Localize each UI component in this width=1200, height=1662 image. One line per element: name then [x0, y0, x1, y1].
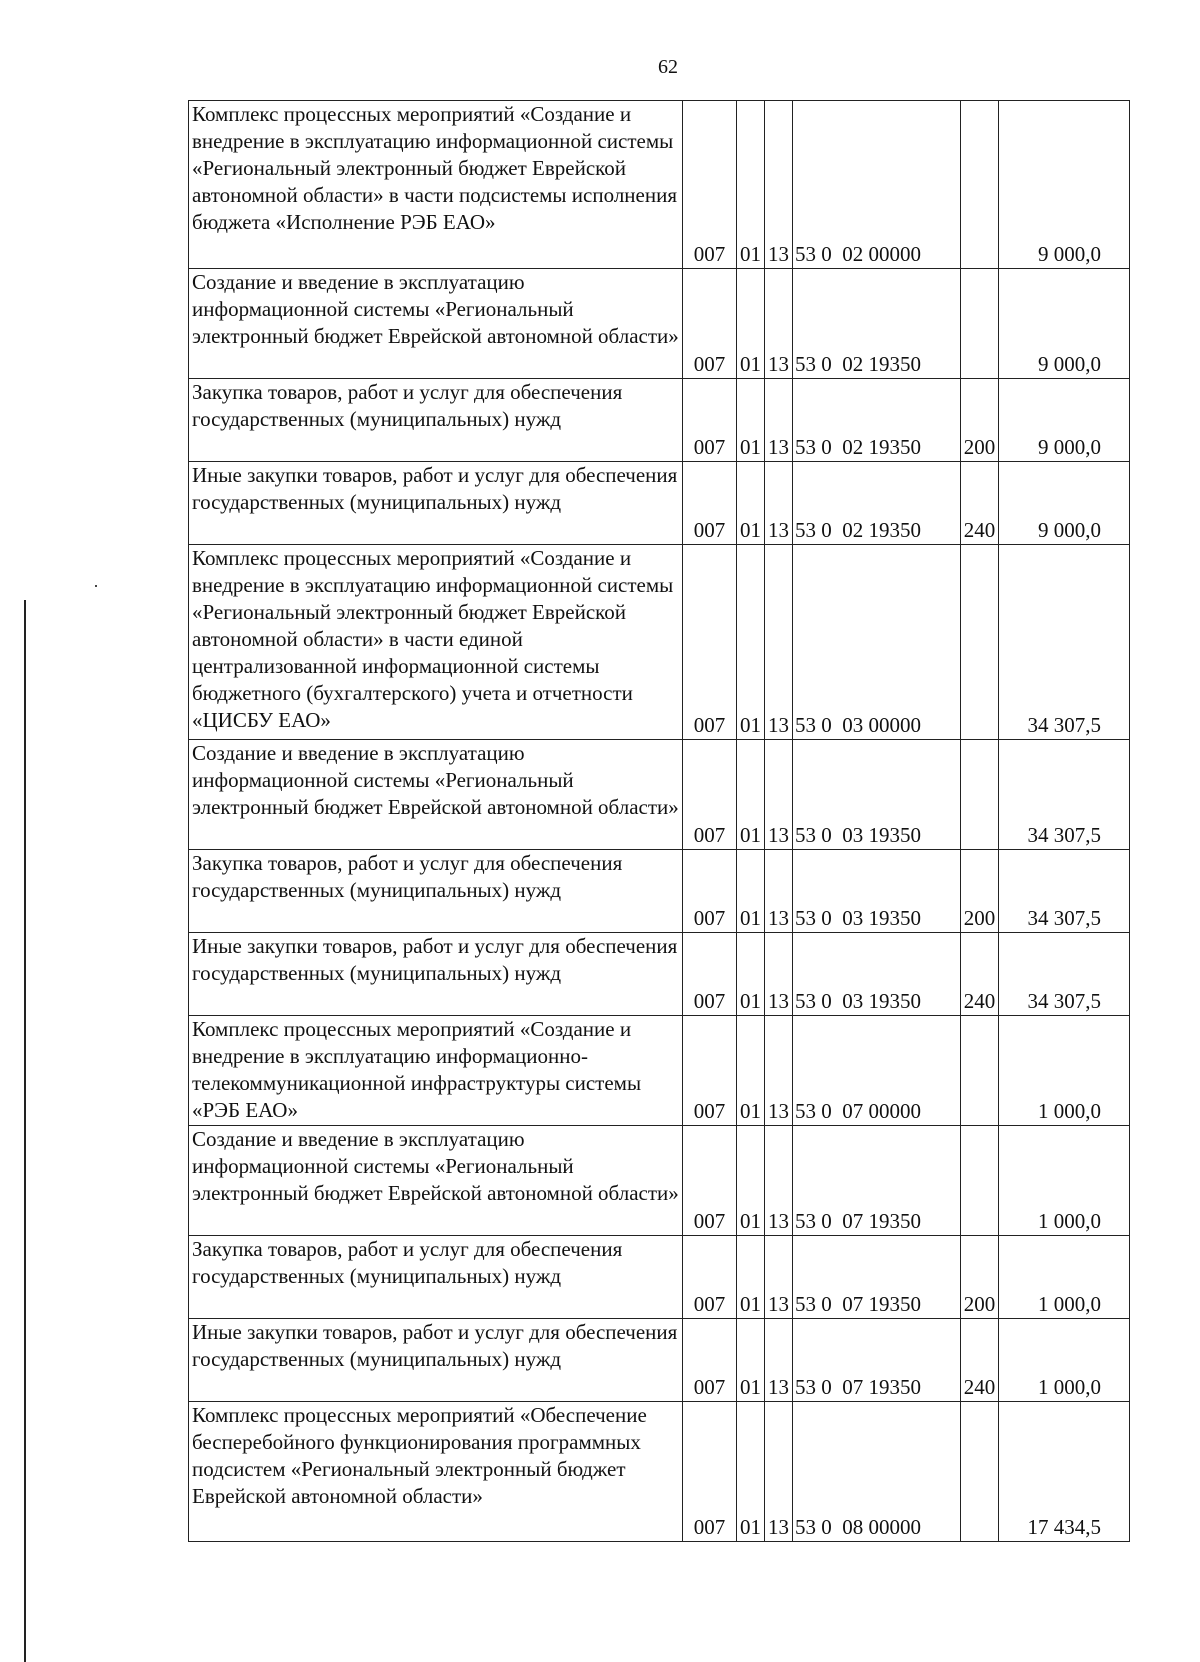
- row-pr-cell: 13: [765, 740, 793, 850]
- row-rz-cell: 01: [737, 1126, 765, 1236]
- row-ved-cell: 007: [683, 1319, 737, 1402]
- row-rz-cell: 01: [737, 1016, 765, 1126]
- row-ved-cell: 007: [683, 740, 737, 850]
- row-name-cell: Иные закупки товаров, работ и услуг для обеспечения государственных (муниципальных) нужд: [189, 933, 683, 1016]
- row-name-cell: Комплекс процессных мероприятий «Создание и внедрение в эксплуатацию информационно-телекоммуникационной инфраструктуры системы «РЭБ ЕАО»: [189, 1016, 683, 1126]
- row-name-cell: Закупка товаров, работ и услуг для обеспечения государственных (муниципальных) нужд: [189, 379, 683, 462]
- table-row: [189, 545, 1130, 740]
- page-number: 62: [658, 56, 678, 78]
- row-csr-cell: 53 0 03 00000: [793, 545, 961, 740]
- row-rz-cell: 01: [737, 101, 765, 269]
- row-csr-cell: 53 0 02 19350: [793, 269, 961, 379]
- row-csr-cell: 53 0 07 00000: [793, 1016, 961, 1126]
- row-rz-cell: 01: [737, 1319, 765, 1402]
- row-name-cell: Комплекс процессных мероприятий «Обеспечение бесперебойного функционирования программных подсистем «Региональный электронный бюджет Еврейской автономной области»: [189, 1402, 683, 1542]
- row-pr-cell: 13: [765, 1402, 793, 1542]
- table-row: [189, 933, 1130, 1016]
- budget-table: [188, 100, 1130, 1542]
- row-rz-cell: 01: [737, 850, 765, 933]
- row-sum-cell: 34 307,5: [999, 545, 1130, 740]
- row-pr-cell: 13: [765, 933, 793, 1016]
- row-vr-cell: 200: [961, 850, 999, 933]
- row-ved-cell: 007: [683, 850, 737, 933]
- row-vr-cell: [961, 1016, 999, 1126]
- row-ved-cell: 007: [683, 101, 737, 269]
- row-vr-cell: [961, 740, 999, 850]
- row-vr-cell: 200: [961, 1236, 999, 1319]
- table-body: [189, 101, 1130, 1542]
- row-sum-cell: 9 000,0: [999, 379, 1130, 462]
- row-vr-cell: 240: [961, 1319, 999, 1402]
- row-rz-cell: 01: [737, 933, 765, 1016]
- row-csr-cell: 53 0 02 19350: [793, 379, 961, 462]
- binding-edge-line: [24, 600, 26, 1662]
- row-name-cell: Создание и введение в эксплуатацию информационной системы «Региональный электронный бюджет Еврейской автономной области»: [189, 740, 683, 850]
- row-csr-cell: 53 0 03 19350: [793, 740, 961, 850]
- row-rz-cell: 01: [737, 545, 765, 740]
- scan-artifact-dot: [95, 585, 97, 587]
- row-name-cell: Закупка товаров, работ и услуг для обеспечения государственных (муниципальных) нужд: [189, 1236, 683, 1319]
- row-sum-cell: 1 000,0: [999, 1236, 1130, 1319]
- row-rz-cell: 01: [737, 1402, 765, 1542]
- row-csr-cell: 53 0 08 00000: [793, 1402, 961, 1542]
- row-name-cell: Закупка товаров, работ и услуг для обеспечения государственных (муниципальных) нужд: [189, 850, 683, 933]
- row-csr-cell: 53 0 07 19350: [793, 1236, 961, 1319]
- row-name-cell: Иные закупки товаров, работ и услуг для обеспечения государственных (муниципальных) нужд: [189, 462, 683, 545]
- row-vr-cell: [961, 269, 999, 379]
- row-sum-cell: 1 000,0: [999, 1016, 1130, 1126]
- row-name-cell: Комплекс процессных мероприятий «Создание и внедрение в эксплуатацию информационной системы «Региональный электронный бюджет Еврейской автономной области» в части подсистемы исполнения бюджета «Исполнение РЭБ ЕАО»: [189, 101, 683, 269]
- row-csr-cell: 53 0 07 19350: [793, 1126, 961, 1236]
- row-pr-cell: 13: [765, 379, 793, 462]
- row-name-cell: Иные закупки товаров, работ и услуг для обеспечения государственных (муниципальных) нужд: [189, 1319, 683, 1402]
- row-vr-cell: 240: [961, 933, 999, 1016]
- row-pr-cell: 13: [765, 1236, 793, 1319]
- table-row: [189, 1126, 1130, 1236]
- table-row: [189, 1236, 1130, 1319]
- row-name-cell: Создание и введение в эксплуатацию информационной системы «Региональный электронный бюджет Еврейской автономной области»: [189, 1126, 683, 1236]
- row-ved-cell: 007: [683, 379, 737, 462]
- row-ved-cell: 007: [683, 462, 737, 545]
- row-csr-cell: 53 0 07 19350: [793, 1319, 961, 1402]
- row-csr-cell: 53 0 02 00000: [793, 101, 961, 269]
- row-csr-cell: 53 0 03 19350: [793, 850, 961, 933]
- row-sum-cell: 9 000,0: [999, 462, 1130, 545]
- row-vr-cell: 240: [961, 462, 999, 545]
- row-rz-cell: 01: [737, 462, 765, 545]
- table-row: [189, 850, 1130, 933]
- row-sum-cell: 34 307,5: [999, 933, 1130, 1016]
- row-sum-cell: 9 000,0: [999, 101, 1130, 269]
- row-pr-cell: 13: [765, 1126, 793, 1236]
- row-pr-cell: 13: [765, 545, 793, 740]
- row-rz-cell: 01: [737, 379, 765, 462]
- row-pr-cell: 13: [765, 1319, 793, 1402]
- table-row: [189, 1319, 1130, 1402]
- row-sum-cell: 34 307,5: [999, 850, 1130, 933]
- row-sum-cell: 1 000,0: [999, 1319, 1130, 1402]
- row-name-cell: Создание и введение в эксплуатацию информационной системы «Региональный электронный бюджет Еврейской автономной области»: [189, 269, 683, 379]
- row-vr-cell: [961, 101, 999, 269]
- table-row: [189, 101, 1130, 269]
- table-row: [189, 379, 1130, 462]
- row-pr-cell: 13: [765, 269, 793, 379]
- row-vr-cell: [961, 545, 999, 740]
- row-vr-cell: 200: [961, 379, 999, 462]
- row-pr-cell: 13: [765, 1016, 793, 1126]
- row-sum-cell: 1 000,0: [999, 1126, 1130, 1236]
- row-ved-cell: 007: [683, 1236, 737, 1319]
- table-row: [189, 462, 1130, 545]
- table-row: [189, 1402, 1130, 1542]
- row-ved-cell: 007: [683, 269, 737, 379]
- row-rz-cell: 01: [737, 269, 765, 379]
- row-name-cell: Комплекс процессных мероприятий «Создание и внедрение в эксплуатацию информационной системы «Региональный электронный бюджет Еврейской автономной области» в части единой централизованной информационной системы бюджетного (бухгалтерского) учета и отчетности «ЦИСБУ ЕАО»: [189, 545, 683, 740]
- row-sum-cell: 17 434,5: [999, 1402, 1130, 1542]
- row-ved-cell: 007: [683, 1126, 737, 1236]
- row-pr-cell: 13: [765, 462, 793, 545]
- row-sum-cell: 9 000,0: [999, 269, 1130, 379]
- row-ved-cell: 007: [683, 1016, 737, 1126]
- row-vr-cell: [961, 1402, 999, 1542]
- row-csr-cell: 53 0 03 19350: [793, 933, 961, 1016]
- row-rz-cell: 01: [737, 1236, 765, 1319]
- table-row: [189, 1016, 1130, 1126]
- row-pr-cell: 13: [765, 850, 793, 933]
- row-ved-cell: 007: [683, 933, 737, 1016]
- table-row: [189, 740, 1130, 850]
- row-pr-cell: 13: [765, 101, 793, 269]
- table-row: [189, 269, 1130, 379]
- row-rz-cell: 01: [737, 740, 765, 850]
- row-sum-cell: 34 307,5: [999, 740, 1130, 850]
- row-vr-cell: [961, 1126, 999, 1236]
- row-csr-cell: 53 0 02 19350: [793, 462, 961, 545]
- row-ved-cell: 007: [683, 1402, 737, 1542]
- row-ved-cell: 007: [683, 545, 737, 740]
